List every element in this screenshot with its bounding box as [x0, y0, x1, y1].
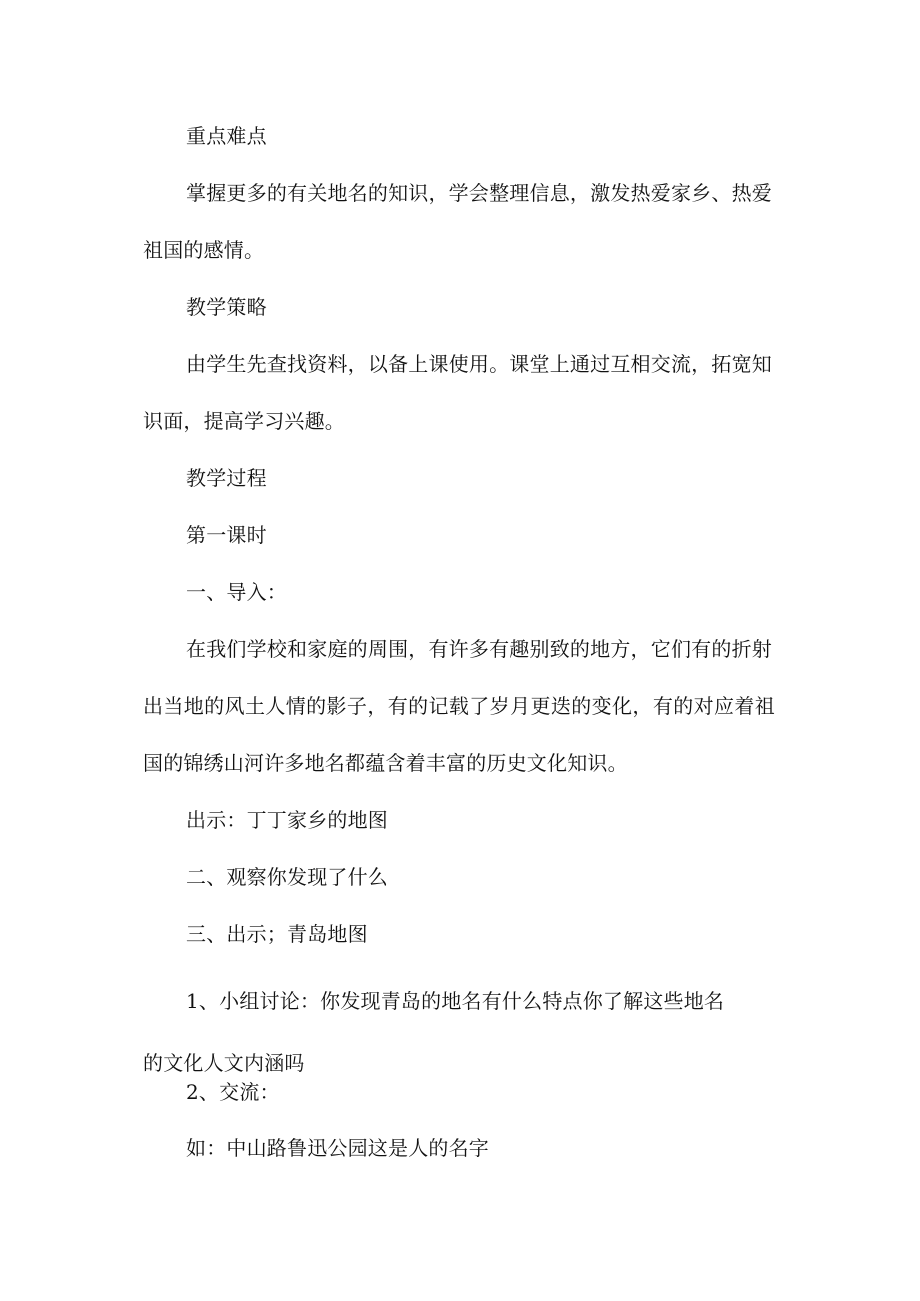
paragraph-strategy-line-2: 识面，提高学习兴趣。	[143, 409, 345, 433]
paragraph-key-points-line-2: 祖国的感情。	[143, 238, 265, 262]
sub-step-one-line-1: 1、小组讨论：你发现青岛的地名有什么特点你了解这些地名	[186, 989, 725, 1013]
sub-step-one-line-2: 的文化人文内涵吗	[143, 1051, 305, 1075]
heading-lesson-one: 第一课时	[186, 523, 267, 547]
show-hometown-map: 出示：丁丁家乡的地图	[186, 808, 388, 832]
step-two-observe: 二、观察你发现了什么	[186, 865, 388, 889]
sub-step-two: 2、交流：	[186, 1080, 280, 1104]
example-line: 如：中山路鲁迅公园这是人的名字	[186, 1136, 489, 1160]
step-three-qingdao-map: 三、出示；青岛地图	[186, 922, 368, 946]
heading-teaching-strategy: 教学策略	[186, 295, 267, 319]
heading-teaching-process: 教学过程	[186, 466, 267, 490]
paragraph-introduction-line-3: 国的锦绣山河许多地名都蕴含着丰富的历史文化知识。	[143, 751, 628, 775]
paragraph-strategy-line-1: 由学生先查找资料，以备上课使用。课堂上通过互相交流，拓宽知	[186, 352, 772, 376]
paragraph-introduction-line-2: 出当地的风土人情的影子，有的记载了岁月更迭的变化，有的对应着祖	[143, 694, 775, 718]
paragraph-key-points-line-1: 掌握更多的有关地名的知识，学会整理信息，激发热爱家乡、热爱	[186, 181, 772, 205]
heading-introduction: 一、导入：	[186, 580, 287, 604]
heading-key-points: 重点难点	[186, 124, 267, 148]
paragraph-introduction-line-1: 在我们学校和家庭的周围，有许多有趣别致的地方，它们有的折射	[186, 637, 772, 661]
